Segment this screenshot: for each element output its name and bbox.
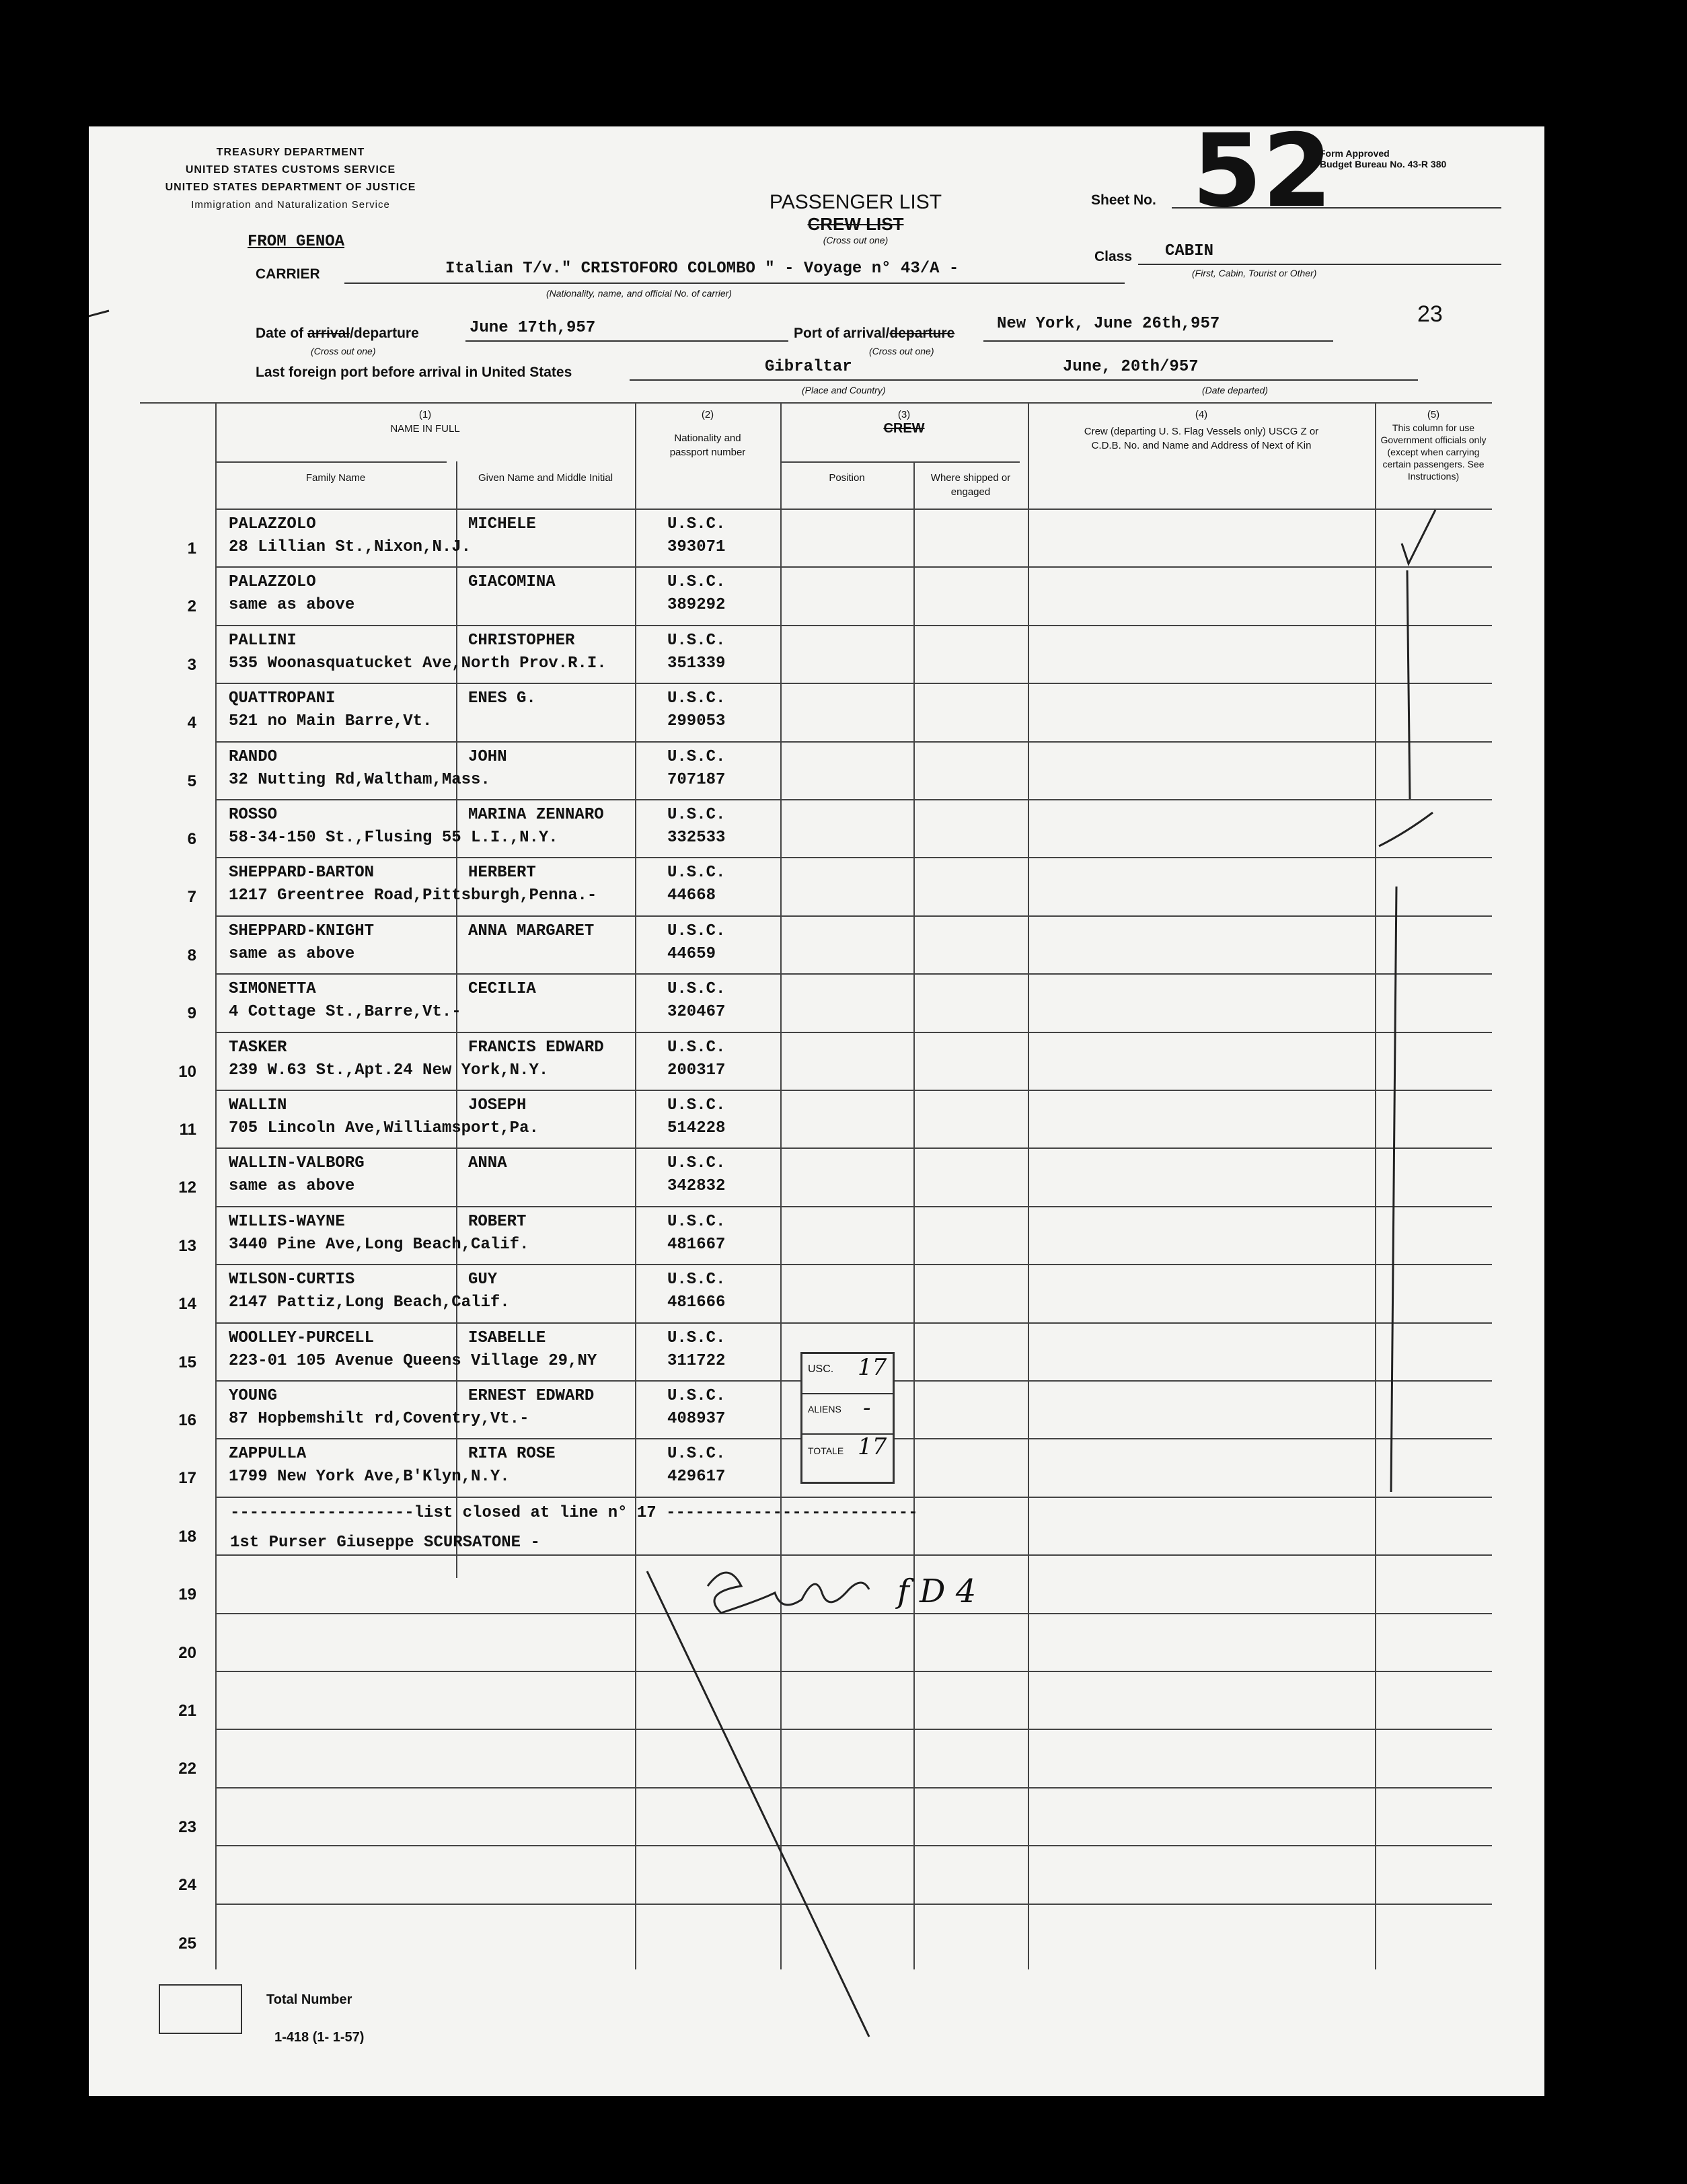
row-number: 22 — [178, 1760, 196, 1778]
family-name: SHEPPARD-KNIGHT — [229, 921, 375, 940]
nationality: U.S.C. — [667, 1271, 726, 1289]
passport-number: 342832 — [667, 1177, 726, 1196]
row-number: 24 — [178, 1876, 196, 1895]
port-value: New York, June 26th,957 — [997, 315, 1220, 333]
check-bracket-2 — [1391, 887, 1396, 1492]
given-name: GIACOMINA — [468, 573, 556, 592]
address: 705 Lincoln Ave,Williamsport,Pa. — [229, 1119, 539, 1137]
given-name: ERNEST EDWARD — [468, 1387, 595, 1405]
passport-number: 408937 — [667, 1410, 726, 1428]
passport-number: 481666 — [667, 1293, 726, 1312]
given-name: ROBERT — [468, 1212, 527, 1231]
port-note: (Cross out one) — [869, 346, 934, 356]
address: 521 no Main Barre,Vt. — [229, 712, 433, 731]
passport-number: 200317 — [667, 1061, 726, 1080]
row-number: 12 — [178, 1178, 196, 1197]
agency-line-4: Immigration and Naturalization Service — [191, 199, 390, 211]
col3-number: (3) — [897, 409, 911, 420]
nationality: U.S.C. — [667, 689, 726, 708]
passport-number: 393071 — [667, 538, 726, 556]
agency-line-1: TREASURY DEPARTMENT — [216, 147, 365, 158]
handwritten-marks — [89, 126, 1544, 2096]
row-number: 23 — [178, 1817, 196, 1836]
row-number: 7 — [187, 888, 196, 907]
row-number: 21 — [178, 1702, 196, 1720]
family-name: RANDO — [229, 747, 278, 766]
col1-title: NAME IN FULL — [390, 423, 460, 435]
nationality: U.S.C. — [667, 515, 726, 533]
col1-number: (1) — [418, 409, 432, 420]
col-given-header: Given Name and Middle Initial — [478, 472, 613, 484]
family-name: TASKER — [229, 1038, 287, 1057]
nationality: U.S.C. — [667, 1212, 726, 1231]
col3-title: CREW — [883, 421, 925, 436]
class-note: (First, Cabin, Tourist or Other) — [1192, 268, 1317, 278]
family-name: QUATTROPANI — [229, 689, 336, 708]
nationality: U.S.C. — [667, 921, 726, 940]
col-position-header: Position — [829, 472, 865, 484]
total-label: Total Number — [266, 1992, 352, 2007]
row-number: 25 — [178, 1934, 196, 1953]
address: 32 Nutting Rd,Waltham,Mass. — [229, 770, 490, 789]
address: 1217 Greentree Road,Pittsburgh,Penna.- — [229, 887, 597, 905]
sheet-number: 52 — [1192, 113, 1333, 230]
given-name: MICHELE — [468, 515, 536, 533]
nationality: U.S.C. — [667, 747, 726, 766]
agency-line-3: UNITED STATES DEPARTMENT OF JUSTICE — [165, 182, 416, 193]
nationality: U.S.C. — [667, 573, 726, 592]
row-number: 6 — [187, 830, 196, 848]
page-count: 23 — [1417, 301, 1443, 327]
form-approved-line-2: Budget Bureau No. 43-R 380 — [1320, 159, 1447, 170]
address: 58-34-150 St.,Flusing 55 L.I.,N.Y. — [229, 829, 558, 847]
family-name: SHEPPARD-BARTON — [229, 864, 375, 882]
last-port-label: Last foreign port before arrival in United States — [256, 365, 572, 380]
address: 239 W.63 St.,Apt.24 New York,N.Y. — [229, 1061, 549, 1080]
passport-number: 481667 — [667, 1235, 726, 1254]
col-where-header: Where shipped or engaged — [930, 472, 1011, 498]
last-port-date-note: (Date departed) — [1202, 385, 1269, 396]
family-name: ROSSO — [229, 806, 278, 824]
nationality: U.S.C. — [667, 1445, 726, 1464]
given-name: GUY — [468, 1271, 498, 1289]
title-struck: CREW LIST — [807, 214, 904, 234]
address: 3440 Pine Ave,Long Beach,Calif. — [229, 1235, 529, 1254]
address: 535 Woonasquatucket Ave,North Prov.R.I. — [229, 654, 607, 673]
col4-title: Crew (departing U. S. Flag Vessels only) USCG Z or C.D.B. No. and Name and Address of Next of Kin — [1084, 426, 1319, 451]
passport-number: 332533 — [667, 829, 726, 847]
port-label-pre: Port of arrival/ — [794, 326, 890, 341]
nationality: U.S.C. — [667, 806, 726, 824]
check-mark-1 — [1402, 510, 1435, 564]
date-value: June 17th,957 — [470, 319, 596, 337]
given-name: CECILIA — [468, 980, 536, 999]
stamp-aliens-value: - — [863, 1394, 871, 1421]
family-name: WILLIS-WAYNE — [229, 1212, 345, 1231]
family-name: PALLINI — [229, 631, 297, 650]
row-number: 9 — [187, 1004, 196, 1023]
col5-title: This column for use Government officials only (except when carrying certain passengers. See Instructions) — [1380, 422, 1487, 482]
passport-number: 311722 — [667, 1351, 726, 1370]
last-port-note: (Place and Country) — [802, 385, 886, 396]
row-number: 2 — [187, 597, 196, 616]
class-value: CABIN — [1165, 242, 1214, 260]
check-bracket-1 — [1407, 570, 1410, 799]
address: same as above — [229, 944, 355, 963]
nationality: U.S.C. — [667, 1096, 726, 1115]
from-port: FROM GENOA — [248, 233, 345, 251]
given-name: JOHN — [468, 747, 507, 766]
title-note: (Cross out one) — [823, 235, 889, 246]
port-label-struck: departure — [889, 326, 955, 341]
nationality: U.S.C. — [667, 980, 726, 999]
long-diagonal-stroke — [647, 1571, 869, 2037]
nationality: U.S.C. — [667, 1038, 726, 1057]
row-number: 11 — [179, 1121, 196, 1139]
given-name: ANNA MARGARET — [468, 921, 595, 940]
nationality: U.S.C. — [667, 1154, 726, 1173]
passport-number: 389292 — [667, 596, 726, 615]
given-name: RITA ROSE — [468, 1445, 556, 1464]
stamp-totale-value: 17 — [858, 1433, 887, 1460]
family-name: WALLIN — [229, 1096, 287, 1115]
passport-number: 44668 — [667, 887, 716, 905]
col2-number: (2) — [701, 409, 714, 420]
total-box — [159, 1984, 242, 2034]
purser-line: 1st Purser Giuseppe SCURSATONE - — [230, 1534, 540, 1552]
row-number: 17 — [178, 1469, 196, 1488]
family-name: PALAZZOLO — [229, 573, 316, 592]
col4-number: (4) — [1195, 409, 1208, 420]
nationality: U.S.C. — [667, 1328, 726, 1347]
address: 223-01 105 Avenue Queens Village 29,NY — [229, 1351, 597, 1370]
row-number: 13 — [178, 1236, 196, 1255]
document-page — [89, 113, 1544, 2096]
col-family-header: Family Name — [305, 472, 366, 484]
given-name: HERBERT — [468, 864, 536, 882]
row-number: 10 — [178, 1062, 196, 1081]
handwritten-note: f D 4 — [897, 1573, 977, 1610]
family-name: WALLIN-VALBORG — [229, 1154, 365, 1173]
address: 4 Cottage St.,Barre,Vt.- — [229, 1003, 461, 1022]
carrier-value: Italian T/v." CRISTOFORO COLOMBO " - Voyage n° 43/A - — [445, 260, 959, 278]
date-label-post: /departure — [350, 326, 419, 341]
row-number: 20 — [178, 1643, 196, 1662]
agency-line-2: UNITED STATES CUSTOMS SERVICE — [185, 164, 396, 176]
passport-number: 299053 — [667, 712, 726, 731]
nationality: U.S.C. — [667, 1387, 726, 1405]
passport-number: 44659 — [667, 944, 716, 963]
row-number: 8 — [187, 946, 196, 965]
passport-number: 514228 — [667, 1119, 726, 1137]
carrier-note: (Nationality, name, and official No. of carrier) — [546, 288, 732, 299]
row-number: 4 — [187, 714, 196, 732]
row-number: 5 — [187, 771, 196, 790]
address: 2147 Pattiz,Long Beach,Calif. — [229, 1293, 510, 1312]
given-name: MARINA ZENNARO — [468, 806, 604, 824]
family-name: PALAZZOLO — [229, 515, 316, 533]
given-name: ANNA — [468, 1154, 507, 1173]
passport-number: 429617 — [667, 1468, 726, 1486]
stamp-totale-label: TOTALE — [808, 1445, 844, 1456]
form-approved-line-1: Form Approved — [1320, 148, 1390, 159]
date-note: (Cross out one) — [311, 346, 376, 356]
family-name: SIMONETTA — [229, 980, 316, 999]
address: same as above — [229, 1177, 355, 1196]
stamp-usc-value: 17 — [858, 1354, 887, 1381]
row-number: 15 — [178, 1353, 196, 1371]
passport-number: 320467 — [667, 1003, 726, 1022]
passport-number: 707187 — [667, 770, 726, 789]
address: 1799 New York Ave,B'Klyn,N.Y. — [229, 1468, 510, 1486]
passport-number: 351339 — [667, 654, 726, 673]
given-name: ENES G. — [468, 689, 536, 708]
col5-number: (5) — [1427, 409, 1440, 420]
row-number: 1 — [187, 539, 196, 558]
last-port-date: June, 20th/957 — [1063, 358, 1199, 376]
family-name: WOOLLEY-PURCELL — [229, 1328, 375, 1347]
given-name: FRANCIS EDWARD — [468, 1038, 604, 1057]
stamp-usc-label: USC. — [808, 1363, 834, 1375]
given-name: ISABELLE — [468, 1328, 546, 1347]
sheet-label: Sheet No. — [1091, 192, 1156, 208]
family-name: ZAPPULLA — [229, 1445, 307, 1464]
row-number: 18 — [178, 1527, 196, 1546]
stamp-aliens-label: ALIENS — [808, 1404, 841, 1415]
class-label: Class — [1094, 249, 1133, 264]
last-port-value: Gibraltar — [765, 358, 852, 376]
closing-line: -------------------list closed at line n° 17 -------------------------- — [230, 1504, 918, 1522]
date-label-struck: arrival — [307, 326, 350, 341]
address: 87 Hopbemshilt rd,Coventry,Vt.- — [229, 1410, 529, 1428]
row-number: 19 — [178, 1585, 196, 1604]
col2-title: Nationality and passport number — [669, 432, 746, 458]
nationality: U.S.C. — [667, 631, 726, 650]
signature-scribble — [708, 1573, 869, 1613]
nationality: U.S.C. — [667, 864, 726, 882]
row-number: 16 — [178, 1411, 196, 1429]
address: same as above — [229, 596, 355, 615]
form-number: 1-418 (1- 1-57) — [274, 2030, 365, 2045]
address: 28 Lillian St.,Nixon,N.J. — [229, 538, 472, 556]
family-name: WILSON-CURTIS — [229, 1271, 355, 1289]
margin-mark — [89, 311, 109, 322]
page-title: PASSENGER LIST — [769, 191, 942, 213]
carrier-label: CARRIER — [256, 266, 320, 282]
check-mark-2 — [1379, 813, 1433, 846]
date-label-pre: Date of — [256, 326, 304, 341]
family-name: YOUNG — [229, 1387, 278, 1405]
row-number: 3 — [187, 655, 196, 674]
given-name: JOSEPH — [468, 1096, 527, 1115]
row-number: 14 — [178, 1295, 196, 1314]
given-name: CHRISTOPHER — [468, 631, 575, 650]
